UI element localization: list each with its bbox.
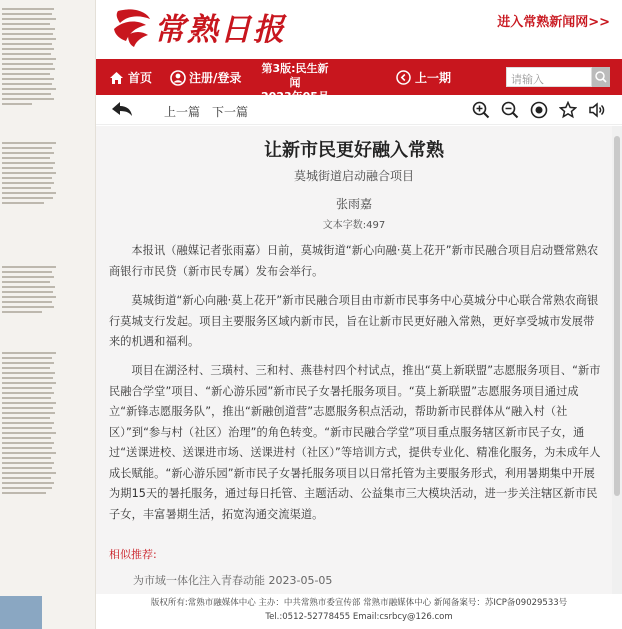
thumbnail-photo bbox=[0, 596, 42, 629]
thumbnail-text-column bbox=[0, 8, 58, 108]
reset-icon[interactable] bbox=[530, 101, 548, 119]
logo-text: 常熟日报 bbox=[154, 12, 286, 48]
thumbnail-text-column bbox=[0, 266, 58, 316]
article-paragraph: 本报讯（融媒记者张雨嘉）日前，莫城街道“新心向融·莫上花开”新市民融合项目启动暨常熟农商银行市民贷（新市民专属）发布会举行。 bbox=[109, 244, 599, 278]
newspaper-page-thumbnail[interactable] bbox=[0, 0, 96, 629]
back-arrow-icon[interactable] bbox=[110, 100, 134, 120]
news-site-link[interactable]: 进入常熟新闻网>> bbox=[497, 15, 610, 30]
edition-section: 第3版:民生新闻 bbox=[261, 62, 329, 89]
word-count: 文本字数:497 bbox=[322, 220, 386, 231]
logo-emblem-icon bbox=[110, 5, 152, 49]
footer-copyright: 版权所有:常熟市融媒体中心 主办：中共常熟市委宣传部 常熟市融媒体中心 新闻备案号：苏ICP备09029533号 bbox=[150, 598, 568, 608]
thumbnail-text-column bbox=[0, 352, 58, 497]
nav-home[interactable] bbox=[109, 69, 152, 86]
prev-article-link[interactable]: 上一篇 bbox=[164, 105, 201, 119]
next-article-link[interactable]: 下一篇 bbox=[212, 105, 249, 119]
footer-contact: Tel.:0512-52778455 Email:csrbcy@126.com bbox=[265, 612, 453, 622]
zoom-in-icon[interactable] bbox=[472, 101, 490, 119]
nav-prev-label: 上一期 bbox=[415, 71, 452, 85]
article-scrollbar[interactable] bbox=[612, 126, 622, 594]
search-input[interactable]: 请输入 bbox=[506, 67, 592, 87]
nav-login[interactable] bbox=[170, 69, 241, 86]
nav-home-label: 首页 bbox=[128, 71, 153, 85]
zoom-out-icon[interactable] bbox=[501, 101, 519, 119]
related-article-link[interactable]: 为市域一体化注入青春动能 2023-05-05 bbox=[133, 574, 333, 587]
masthead bbox=[96, 0, 622, 58]
article-paragraph: 莫城街道“新心向融·莫上花开”新市民融合项目由市新市民事务中心莫城分中心联合常熟农商银行莫城支行发起。项目主要服务区域内新市民，旨在让新市民更好融入常熟，更好享受城市发展带来的机遇和福利。 bbox=[109, 294, 599, 348]
scrollbar-thumb[interactable] bbox=[614, 136, 620, 496]
article-content bbox=[96, 126, 612, 594]
site-logo[interactable] bbox=[110, 4, 286, 49]
article-toolbar bbox=[96, 95, 622, 125]
nav-prev-issue[interactable] bbox=[396, 69, 451, 86]
search-icon bbox=[592, 67, 610, 87]
search-button[interactable] bbox=[592, 67, 610, 87]
page-footer bbox=[96, 594, 622, 629]
prev-circle-icon bbox=[396, 70, 411, 85]
thumbnail-text-column bbox=[0, 142, 58, 207]
speaker-icon[interactable] bbox=[588, 101, 606, 119]
home-icon bbox=[109, 71, 124, 85]
article-paragraph: 项目在湖泾村、三璜村、三和村、燕巷村四个村试点，推出“莫上新联盟”志愿服务项目、“新市民融合学堂”项目、“新心游乐园”新市民子女暑托服务项目。“莫上新联盟”志愿服务项目通过成立“新锋志愿服务队”，推出“新融创道营”志愿服务积点活动，帮助新市民群体从“融入村（社区）”到“参与村（社区）治理”的角色转变。“新市民融合学堂”项目重点服务辖区新市民子女，通过“送课进校、送课进市场、送课进村（社区）”等培训方式，提供专业化、精准化服务，为未成年人成长赋能。“新心游乐园”新市民子女暑托服务项目以日常托管为主要服务形式，利用暑期集中开展为期15天的暑托服务，通过每日托管、主题活动、公益集市三大模块活动，进一步关注辖区新市民子女，丰富暑期生活，拓宽沟通交流渠道。 bbox=[109, 364, 601, 521]
reader-tools bbox=[472, 101, 606, 119]
article-title: 让新市民更好融入常熟 bbox=[264, 140, 444, 161]
related-heading: 相似推荐: bbox=[109, 548, 157, 561]
nav-login-label: 注册/登录 bbox=[189, 71, 242, 85]
article-author: 张雨嘉 bbox=[335, 197, 372, 211]
article-subtitle: 莫城街道启动融合项目 bbox=[293, 169, 414, 183]
star-icon[interactable] bbox=[559, 101, 577, 119]
main-navbar bbox=[96, 59, 622, 95]
user-icon bbox=[170, 70, 186, 86]
